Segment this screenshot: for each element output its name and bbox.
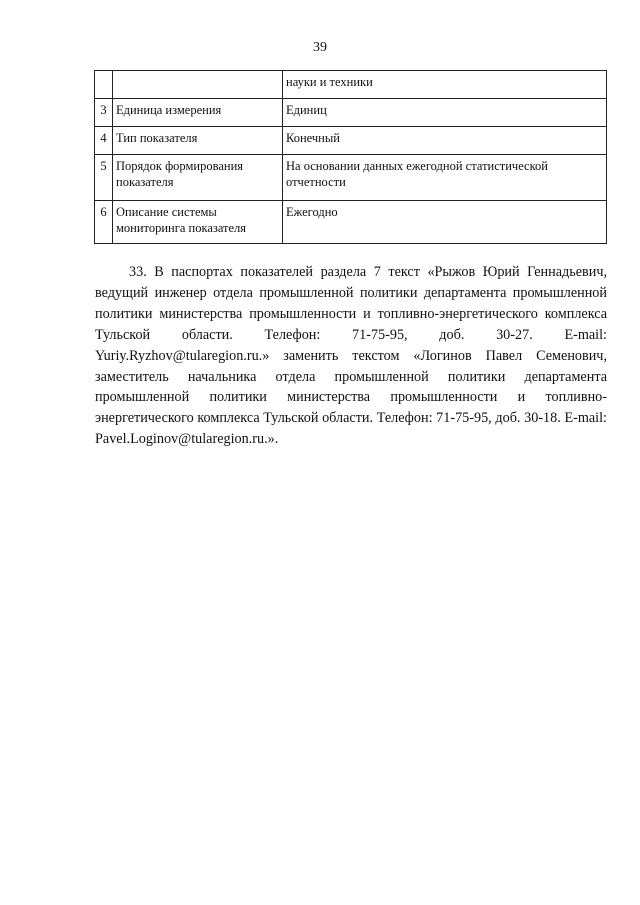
row-number-cell: 6: [95, 201, 113, 244]
indicator-passport-table: [94, 70, 607, 244]
parameter-value-cell: На основании данных ежегодной статистической отчетности: [283, 155, 607, 201]
parameter-name-cell: [113, 71, 283, 99]
table-row: [95, 201, 607, 244]
table-row: [95, 71, 607, 99]
row-number-cell: 4: [95, 127, 113, 155]
parameter-name-cell: Единица измерения: [113, 99, 283, 127]
table-row: [95, 155, 607, 201]
parameter-name-cell: Описание системы мониторинга показателя: [113, 201, 283, 244]
parameter-value-cell: Ежегодно: [283, 201, 607, 244]
table-row: [95, 99, 607, 127]
parameter-value-cell: науки и техники: [283, 71, 607, 99]
parameter-name-cell: Тип показателя: [113, 127, 283, 155]
page-number: 39: [313, 40, 327, 55]
row-number-cell: [95, 71, 113, 99]
paragraph-33: 33. В паспортах показателей раздела 7 текст «Рыжов Юрий Геннадьевич, ведущий инженер отдела промышленной политики департамента промышленной политики министерства промышленности и топливно-энергетического комплекса Тульской области. Телефон: 71-75-95, доб. 30-27. E-mail: Yuriy.Ryzhov@tularegion.ru.» заменить текстом «Логинов Павел Семенович, заместитель начальника отдела промышленной политики департамента промышленной политики министерства промышленности и топливно-энергетического комплекса Тульской области. Телефон: 71-75-95, доб. 30-18. E-mail: Pavel.Loginov@tularegion.ru.».: [95, 264, 607, 448]
table-row: [95, 127, 607, 155]
row-number-cell: 5: [95, 155, 113, 201]
row-number-cell: 3: [95, 99, 113, 127]
parameter-value-cell: Единиц: [283, 99, 607, 127]
parameter-name-cell: Порядок формирования показателя: [113, 155, 283, 201]
parameter-value-cell: Конечный: [283, 127, 607, 155]
